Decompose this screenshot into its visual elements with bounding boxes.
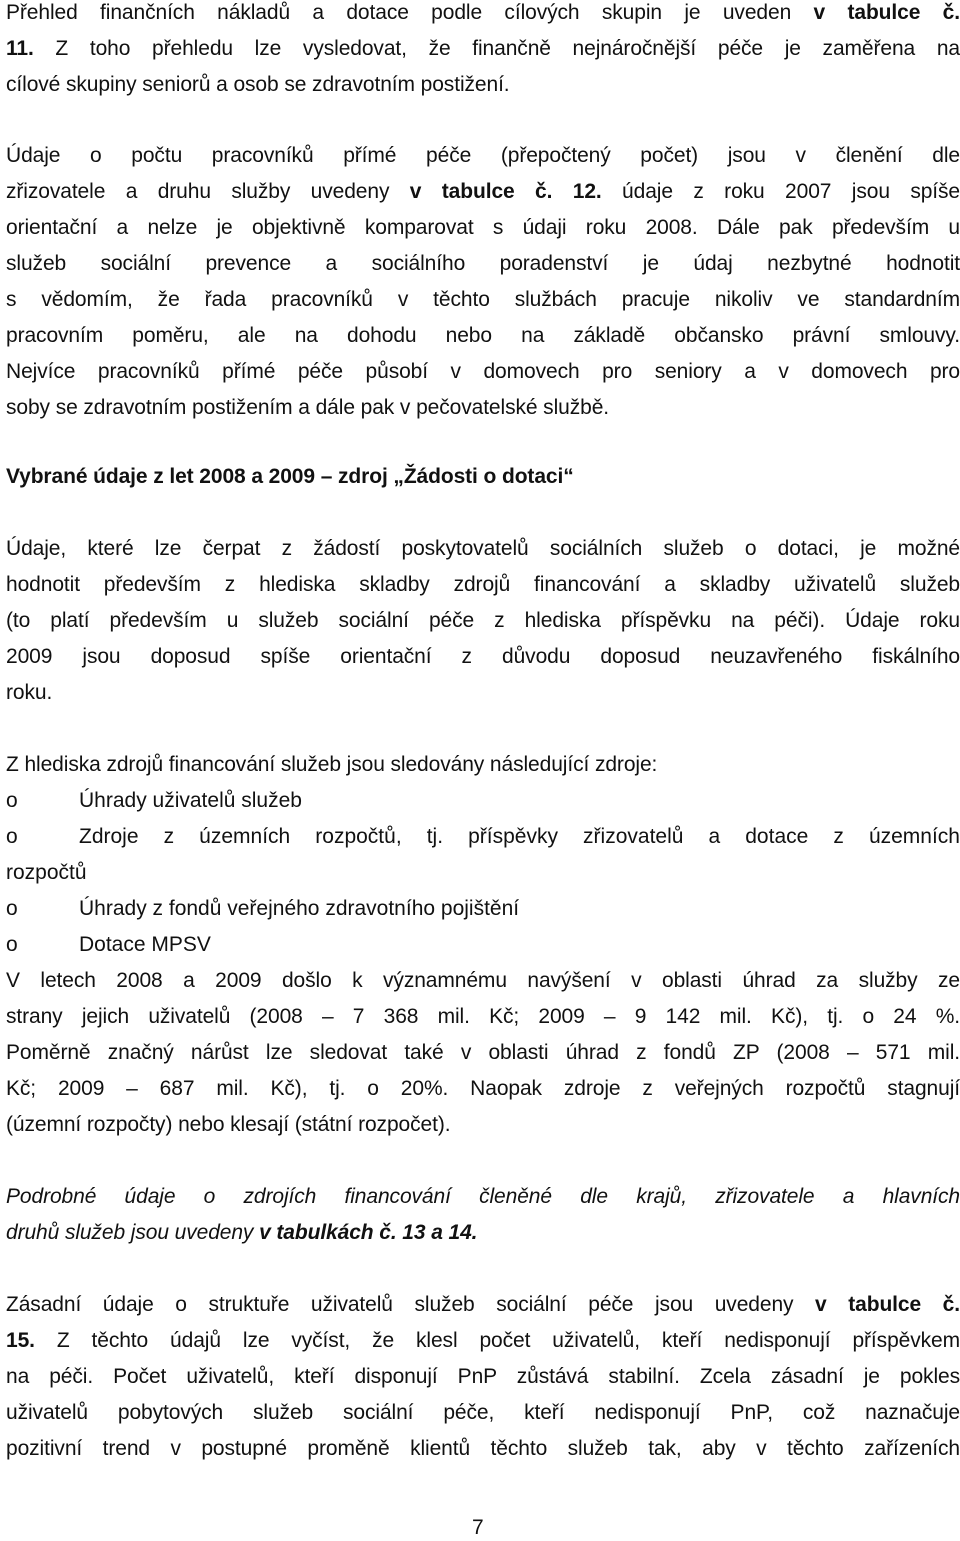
text-line: strany jejich uživatelů (2008 – 7 368 mil. Kč; 2009 – 9 142 mil. Kč), tj. o 24 %. [6, 1005, 960, 1028]
text-line: pozitivní trend v postupné proměně klientů těchto služeb tak, aby v těchto zařízeních [6, 1437, 960, 1460]
text-line: Údaje, které lze čerpat z žádostí poskytovatelů sociálních služeb o dotaci, je možné [6, 537, 960, 560]
text-line: zřizovatele a druhu služby uvedeny v tabulce č. 12. údaje z roku 2007 jsou spíše [6, 180, 960, 203]
text-line: (územní rozpočty) nebo klesají (státní rozpočet). [6, 1113, 451, 1136]
document-page: Přehled finančních nákladů a dotace podle cílových skupin je uveden v tabulce č. 11. Z toho přehledu lze vysledovat, že finančně nejnáročnější péče je zaměřena na cílové skupiny seniorů a osob se zdravotním postižení. Údaje o počtu pracovníků přímé péče (přepočtený počet) jsou v členění dle zřizovatele a druhu služby uvedeny v tabulce č. 12. údaje z roku 2007 jsou spíše orientační a nelze je objektivně komparovat s údaji roku 2008. Dále pak především u služeb sociální prevence a sociálního poradenství je údaj nezbytné hodnotit s vědomím, že řada pracovníků v těchto službách pracuje nikoliv ve standardním pracovním poměru, ale na dohodu nebo na základě občansko právní smlouvy. Nejvíce pracovníků přímé péče působí v domovech pro seniory a v domovech pro soby se zdravotním postižením a dále pak v pečovatelské službě. Vybrané údaje z let 2008 a 2009 – zdroj „Žádosti o dotaci“ Údaje, které lze čerpat z žádostí poskytovatelů sociálních služeb o dotaci, je možné hodnotit především z hlediska skladby zdrojů financování a skladby uživatelů služeb (to platí především u služeb sociální péče z hlediska příspěvku na péči). Údaje roku 2009 jsou doposud spíše orientační z důvodu doposud neuzavřeného fiskálního roku. Z hlediska zdrojů financování služeb jsou sledovány následující zdroje: o Úhrady uživatelů služeb o Zdroje z územních rozpočtů, tj. příspěvky zřizovatelů a dotace z územních rozpočtů o Úhrady z fondů veřejného zdravotního pojištění o Dotace MPSV V letech 2008 a 2009 došlo k významnému navýšení v oblasti úhrad za služby ze strany jejich uživatelů (2008 – 7 368 mil. Kč; 2009 – 9 142 mil. Kč), tj. o 24 %. Poměrně značný nárůst lze sledovat také v oblasti úhrad z fondů ZP (2008 – 571 mil. Kč; 2009 – 687 mil. Kč), tj. o 20%. Naopak zdroje z veřejných rozpočtů stagnují (územní rozpočty) nebo klesají (státní rozpočet). Podrobné údaje o zdrojích financování členěné dle krajů, zřizovatele a hlavních druhů služeb jsou uvedeny v tabulkách č. 13 a 14. Zásadní údaje o struktuře uživatelů služeb sociální péče jsou uvedeny v tabulce č. 15. Z těchto údajů lze vyčíst, že klesl počet uživatelů, kteří nedisponují příspěvkem na péči. Počet uživatelů, kteří disponují PnP zůstává stabilní. Zcela zásadní je pokles uživatelů pobytových služeb sociální péče, kteří nedisponují PnP, což naznačuje pozitivní trend v postupné proměně klientů těchto služeb tak, aby v těchto zařízeních 7 [6, 1, 960, 1539]
list-item: o Zdroje z územních rozpočtů, tj. příspěvky zřizovatelů a dotace z územních [6, 825, 960, 848]
text-line: orientační a nelze je objektivně komparovat s údaji roku 2008. Dále pak především u [6, 216, 960, 239]
page-number: 7 [472, 1516, 484, 1539]
text-line: pracovním poměru, ale na dohodu nebo na základě občansko právní smlouvy. [6, 324, 960, 347]
text-line: hodnotit především z hlediska skladby zdrojů financování a skladby uživatelů služeb [6, 573, 960, 596]
list-item-continuation: rozpočtů [6, 861, 87, 884]
bullet-marker: o [6, 897, 18, 920]
text-line: Poměrně značný nárůst lze sledovat také v oblasti úhrad z fondů ZP (2008 – 571 mil. [6, 1041, 960, 1064]
paragraph-applications [6, 536, 960, 716]
sources-intro: Z hlediska zdrojů financování služeb jsou sledovány následující zdroje: [6, 753, 658, 776]
text-line: Podrobné údaje o zdrojích financování členěné dle krajů, zřizovatele a hlavních [6, 1185, 960, 1208]
bullet-marker: o [6, 933, 18, 956]
text-line: Údaje o počtu pracovníků přímé péče (přepočtený počet) jsou v členění dle [6, 144, 960, 167]
text-line: druhů služeb jsou uvedeny v tabulkách č. 13 a 14. [6, 1221, 478, 1244]
paragraph-detailed-data [6, 1184, 960, 1256]
text-line: soby se zdravotním postižením a dále pak v pečovatelské službě. [6, 396, 610, 419]
text-line: Kč; 2009 – 687 mil. Kč), tj. o 20%. Naopak zdroje z veřejných rozpočtů stagnují [6, 1077, 960, 1100]
text-line: cílové skupiny seniorů a osob se zdravotním postižení. [6, 73, 510, 96]
text-line: Zásadní údaje o struktuře uživatelů služeb sociální péče jsou uvedeny v tabulce č. [6, 1293, 960, 1316]
text-line: služeb sociální prevence a sociálního poradenství je údaj nezbytné hodnotit [6, 252, 960, 275]
paragraph-user-payments [6, 968, 960, 1148]
text-line: V letech 2008 a 2009 došlo k významnému navýšení v oblasti úhrad za služby ze [6, 969, 960, 992]
text-line: roku. [6, 681, 53, 704]
text-line: (to platí především u služeb sociální péče z hlediska příspěvku na péči). Údaje roku [6, 609, 960, 632]
text-line: uživatelů pobytových služeb sociální péče, kteří nedisponují PnP, což naznačuje [6, 1401, 960, 1424]
bullet-marker: o [6, 825, 18, 848]
text-line: 11. Z toho přehledu lze vysledovat, že finančně nejnáročnější péče je zaměřena na [6, 37, 960, 60]
text-line: s vědomím, že řada pracovníků v těchto službách pracuje nikoliv ve standardním [6, 288, 960, 311]
paragraph-table-12 [6, 143, 960, 431]
text-line: Přehled finančních nákladů a dotace podle cílových skupin je uveden v tabulce č. [6, 1, 960, 24]
text-line: 2009 jsou doposud spíše orientační z důvodu doposud neuzavřeného fiskálního [6, 645, 960, 668]
section-heading: Vybrané údaje z let 2008 a 2009 – zdroj „Žádosti o dotaci“ [6, 465, 574, 488]
text-line: 15. Z těchto údajů lze vyčíst, že klesl počet uživatelů, kteří nedisponují příspěvkem [6, 1329, 960, 1352]
paragraph-table-11 [6, 0, 960, 108]
text-line: Nejvíce pracovníků přímé péče působí v domovech pro seniory a v domovech pro [6, 360, 960, 383]
bullet-marker: o [6, 789, 18, 812]
text-line: na péči. Počet uživatelů, kteří disponují PnP zůstává stabilní. Zcela zásadní je pokles [6, 1365, 960, 1388]
paragraph-table-15 [6, 1292, 960, 1472]
